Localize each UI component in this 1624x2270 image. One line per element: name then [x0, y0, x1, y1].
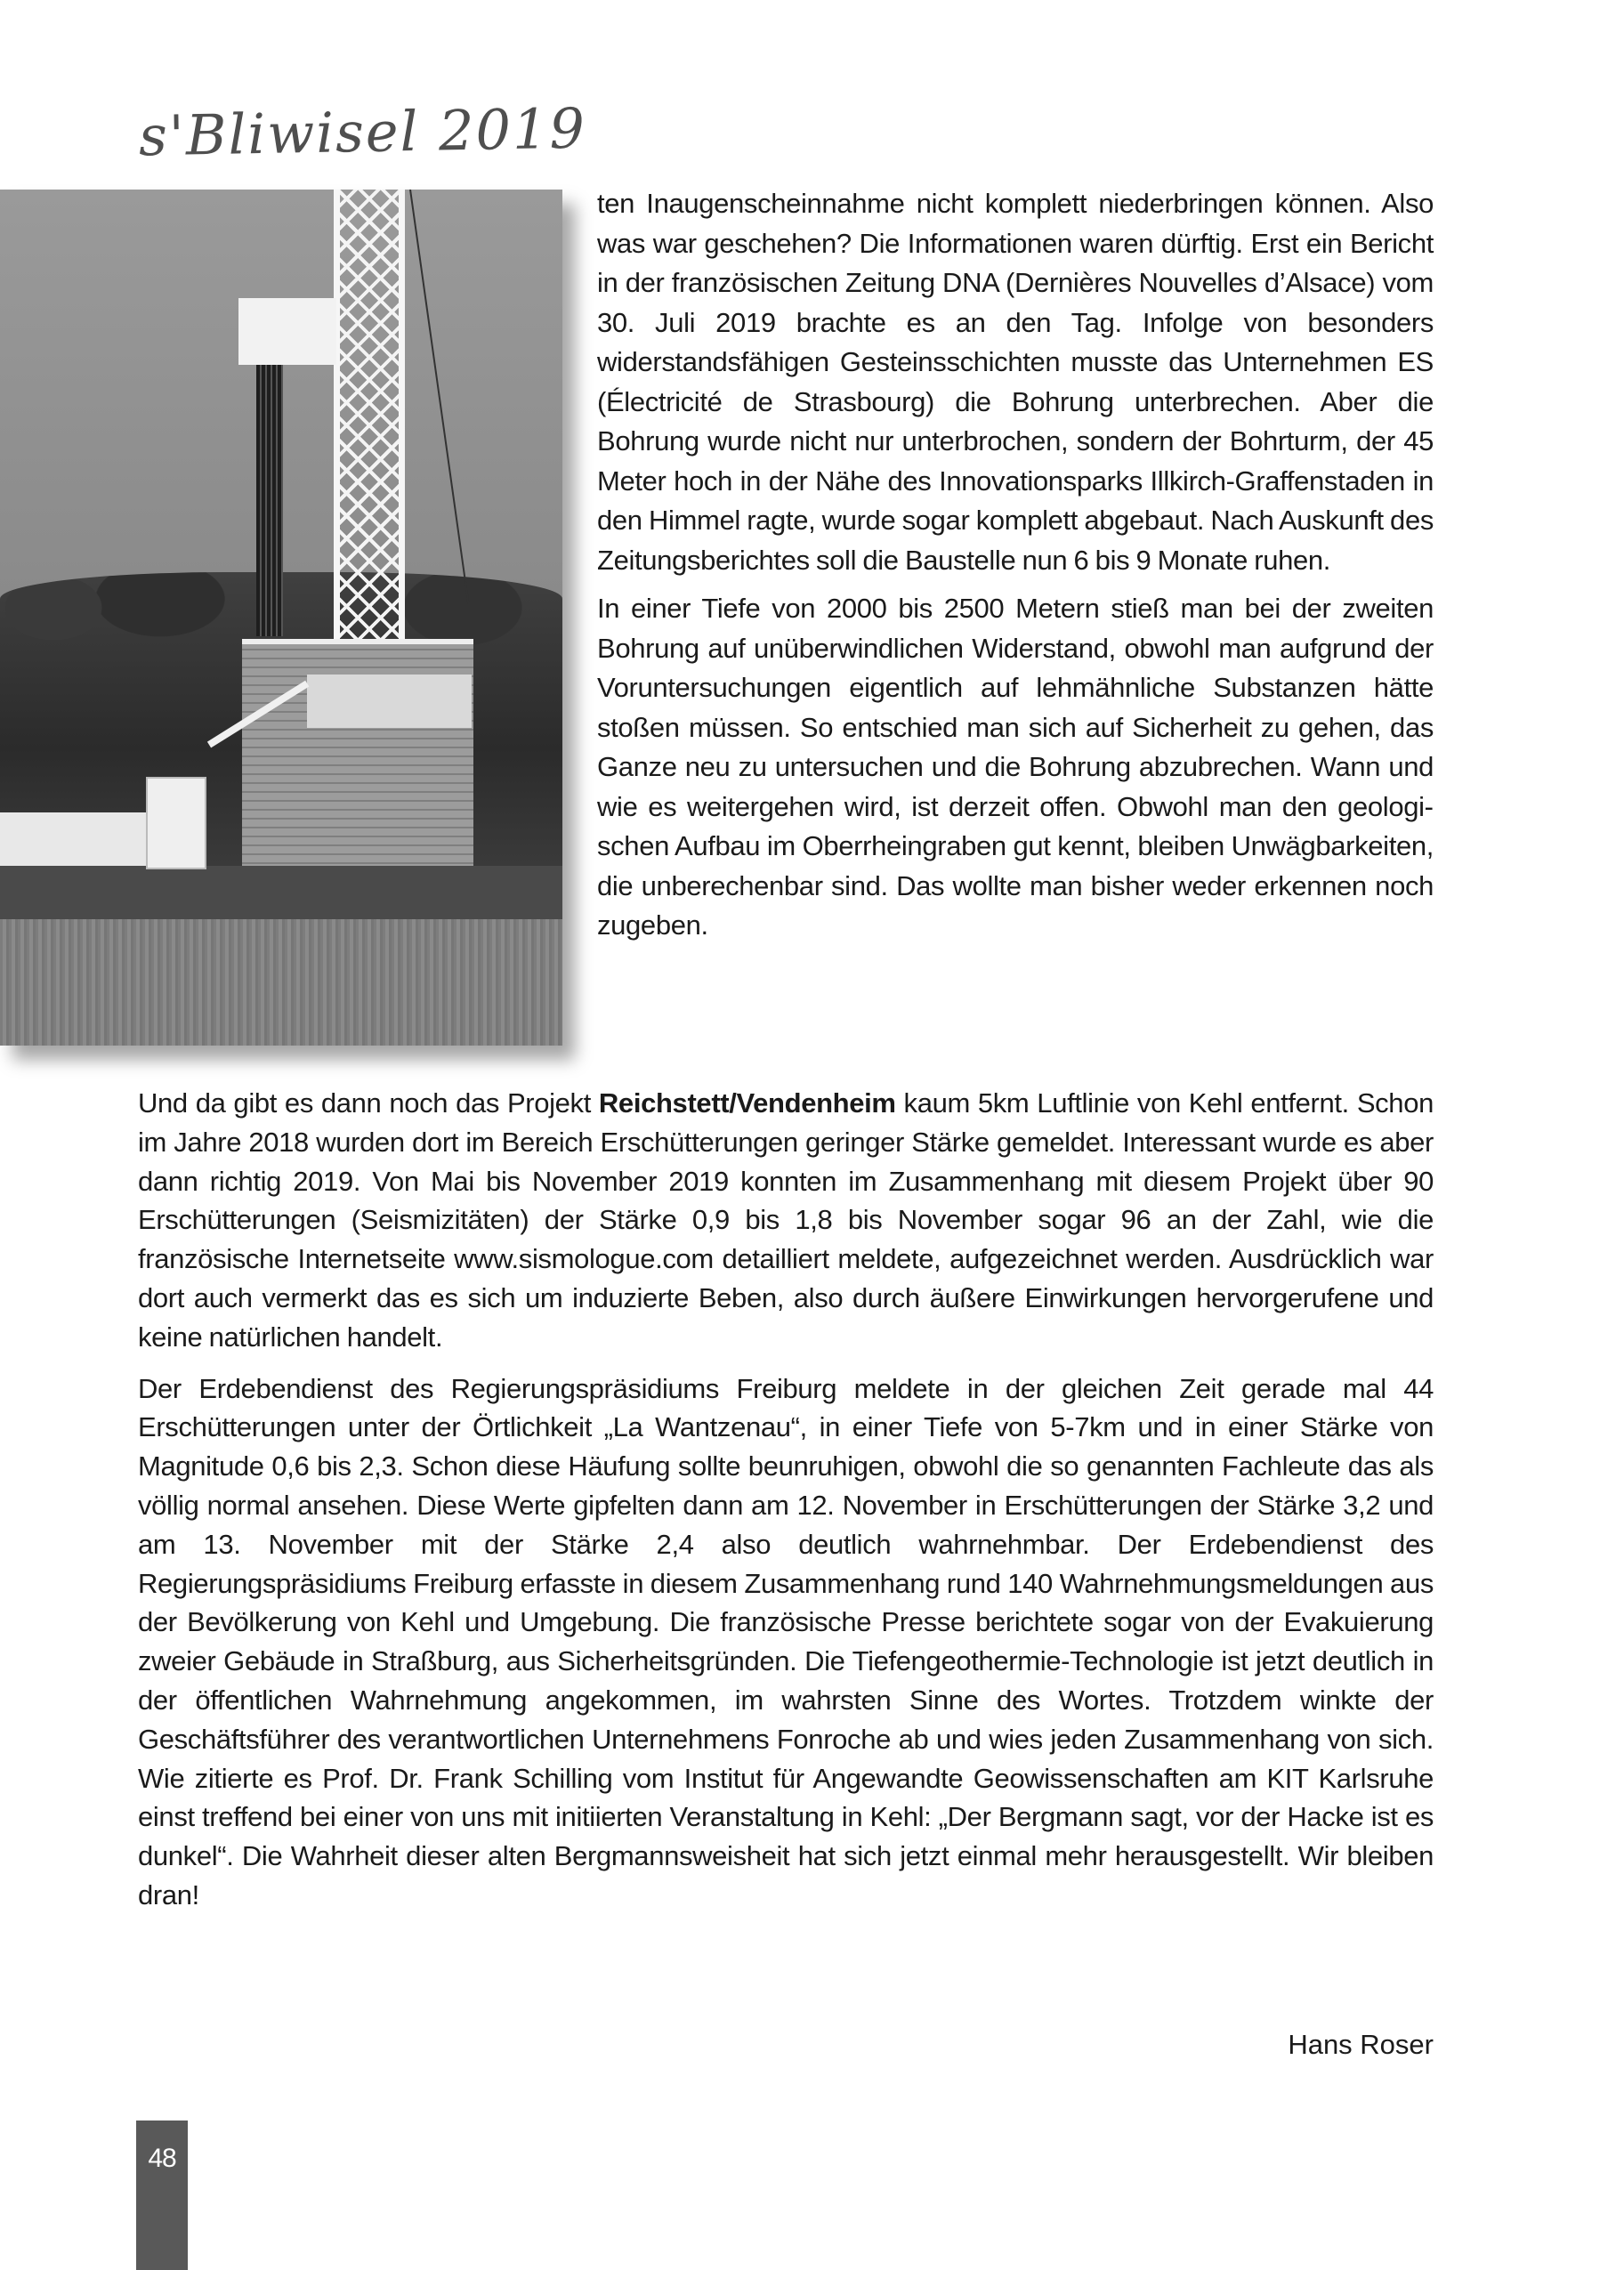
photo-cabin — [146, 777, 206, 869]
right-text-column — [597, 184, 1434, 946]
full-width-text — [138, 1084, 1434, 1915]
drilling-rig-photo — [0, 190, 562, 1046]
author-signature: Hans Roser — [1288, 2029, 1434, 2060]
text-run: Und da gibt es dann noch das Projekt — [138, 1087, 599, 1119]
photo-fence — [0, 866, 562, 919]
photo-drill-pipes — [256, 365, 283, 636]
photo-rig-deck — [307, 675, 472, 728]
text-run: kaum 5km Luftlinie von Kehl entfernt. Schon im Jahre 2018 wurden dort im Bereich Erschütterungen geringer Stärke gemeldet. Interessant wurde es aber dann richtig 2019. Von Mai bis November 2019 konnten im Zusammenhang mit diesem Projekt über 90 Erschütterungen (Seismizitäten) der Stärke 0,9 bis 1,8 bis November sogar 96 an der Zahl, wie die französische Internetseite www.sismologue.com detailliert meldete, aufgezeichnet werden. Ausdrücklich war dort auch vermerkt das es sich um induzierte Beben, also durch äußere Einwirkungen hervorgerufene und keine natürlichen handelt. — [138, 1087, 1434, 1353]
photo-field — [0, 919, 562, 1046]
photo-racking-platform — [238, 298, 336, 365]
paragraph-erdebendienst: Der Erdebendienst des Regierungspräsidiums Freiburg meldete in der gleichen Zeit gerade mal 44 Erschütterungen unter der Örtlichkeit „La Wantzenau“, in einer Tiefe von 5-7km und in einer Stärke von Magnitude 0,6 bis 2,3. Schon diese Häufung sollte beunruhigen, obwohl die so genannten Fachleute das als völlig normal ansehen. Diese Werte gipfelten dann am 12. November in Erschütterungen der Stärke 3,2 und am 13. November mit der Stärke 2,4 also deutlich wahrnehmbar. Der Erdebendienst des Regierungspräsidiums Freiburg erfasste in diesem Zusammenhang rund 140 Wahrnehmungsmeldungen aus der Bevölkerung von Kehl und Umgebung. Die französische Presse berichtete sogar von der Evakuierung zweier Gebäude in Straßburg, aus Sicherheitsgründen. Die Tiefengeothermie-Technologie ist jetzt deutlich in der öffentlichen Wahrnehmung angekommen, im wahrsten Sinne des Wortes. Trotzdem winkte der Geschäftsführer des verantwortlichen Unternehmens Fonroche ab und wies jeden Zusammenhang von sich. Wie zitierte es Prof. Dr. Frank Schilling vom Institut für Angewandte Geowissenschaften am KIT Karlsruhe einst treffend bei einer von uns mit initiierten Veranstaltung in Kehl: „Der Bergmann sagt, vor der Hacke ist es dunkel“. Die Wahrheit dieser alten Bergmannsweisheit hat sich jetzt einmal mehr herausgestellt. Wir bleiben dran! — [138, 1372, 1434, 1911]
derrick-tower-icon — [334, 190, 405, 688]
page-number: 48 — [148, 2144, 176, 2173]
publication-title: s'Bliwisel 2019 — [138, 95, 587, 169]
paragraph: In einer Tiefe von 2000 bis 2500 Metern stieß man bei der zweiten Bohrung auf unüberwindlichen Widerstand, obwohl man aufgrund der Voruntersuchungen eigentlich auf lehmähnliche Substanzen hätte stoßen müssen. So entschied man sich auf Sicherheit zu gehen, das Ganze neu zu untersuchen und die Bohrung abzubrechen. Wann und wie es weitergehen wird, ist derzeit offen. Obwohl man den geologischen Aufbau im Oberrheingraben gut kennt, bleiben Unwägbarkeiten, die unberechenbar sind. Das wollte man bisher weder erkennen noch zugeben. — [597, 593, 1434, 941]
paragraph-reichstett — [138, 1084, 1434, 1357]
page-number-bar — [136, 2121, 188, 2270]
bold-project-name: Reichstett/Vendenheim — [598, 1087, 896, 1119]
paragraph: ten Inaugenscheinnahme nicht komplett niederbringen können. Also was war geschehen? Die Informationen waren dürftig. Erst ein Bericht in der französischen Zeitung DNA (Dernières Nouvelles d’Alsace) vom 30. Juli 2019 brachte es an den Tag. Infolge von besonders widerstandsfähigen Gesteinsschichten musste das Unternehmen ES (Électricité de Strasbourg) die Bohrung unterbrechen. Aber die Bohrung wurde nicht nur unterbrochen, sondern der Bohrturm, der 45 Meter hoch in der Nähe des Innovationsparks Illkirch-Graffenstaden in den Himmel ragte, wurde sogar komplett abgebaut. Nach Auskunft des Zeitungsberichtes soll die Baustelle nun 6 bis 9 Monate ruhen. — [597, 188, 1434, 576]
